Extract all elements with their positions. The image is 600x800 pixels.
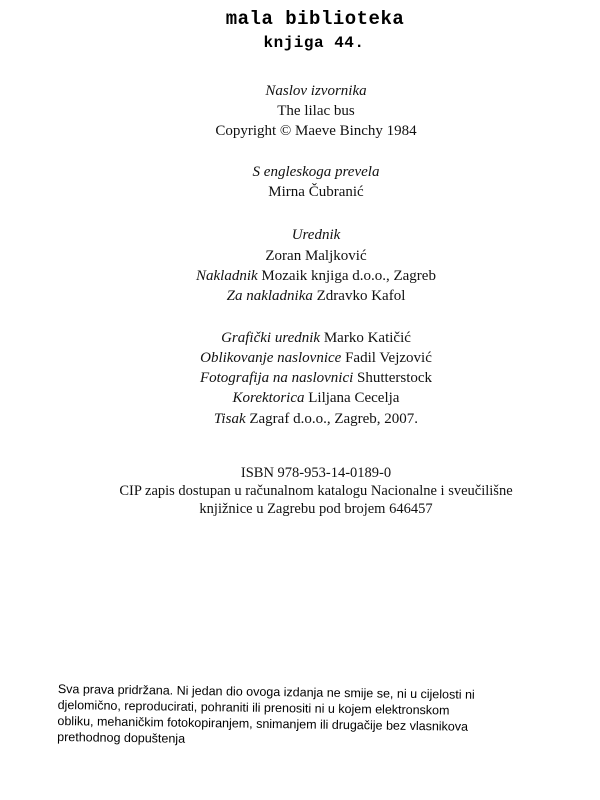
- graphic-editor-name: Marko Katičić: [323, 330, 411, 346]
- proofreader-line: [16, 389, 600, 407]
- series-title: mala biblioteka: [225, 8, 405, 30]
- for-publisher-line: [16, 287, 600, 305]
- cover-photo-source: Shutterstock: [357, 370, 433, 386]
- editor-label: Urednik: [291, 227, 341, 243]
- cip-line-2: knjižnice u Zagrebu pod brojem 646457: [199, 501, 433, 517]
- proofreader-label: Korektorica: [232, 390, 305, 406]
- rights-line-3: obliku, mehaničkim fotokopiranjem, snimanjem ili drugačije bez vlasnikova: [57, 713, 469, 734]
- for-publisher-label: Za nakladnika: [226, 288, 313, 304]
- cip-line-1: CIP zapis dostupan u računalnom katalogu Nacionalne i sveučilišne: [119, 483, 513, 499]
- editor-name: Zoran Maljković: [265, 248, 367, 264]
- translator-label: S engleskoga prevela: [252, 164, 380, 180]
- copyright-line: Copyright © Maeve Binchy 1984: [215, 123, 417, 139]
- graphic-editor-label: Grafički urednik: [221, 330, 321, 346]
- print-value: Zagraf d.o.o., Zagreb, 2007.: [249, 411, 419, 427]
- publisher-name: Mozaik knjiga d.o.o., Zagreb: [261, 268, 436, 284]
- cover-design-label: Oblikovanje naslovnice: [200, 350, 342, 366]
- cover-design-line: [16, 349, 600, 367]
- publisher-line: [16, 267, 600, 285]
- original-title: The lilac bus: [277, 103, 355, 119]
- cover-design-name: Fadil Vejzović: [345, 350, 432, 366]
- series-book-number: knjiga 44.: [263, 34, 365, 52]
- cover-photo-line: [16, 369, 600, 387]
- print-line: [16, 410, 600, 428]
- rights-line-4: prethodnog dopuštenja: [57, 729, 186, 746]
- print-label: Tisak: [213, 411, 246, 427]
- isbn: ISBN 978-953-14-0189-0: [240, 465, 392, 481]
- original-title-label: Naslov izvornika: [265, 83, 367, 99]
- graphic-editor-line: [16, 329, 600, 347]
- rights-line-1: Sva prava pridržana. Ni jedan dio ovoga izdanja ne smije se, ni u cijelosti ni: [57, 681, 475, 702]
- translator-name: Mirna Čubranić: [268, 184, 364, 200]
- publisher-label: Nakladnik: [196, 268, 258, 284]
- rights-line-2: djelomično, reproducirati, pohraniti ili prenositi ni u kojem elektronskom: [57, 697, 450, 718]
- for-publisher-name: Zdravko Kafol: [316, 288, 406, 304]
- rights-notice: [57, 681, 582, 752]
- proofreader-name: Liljana Cecelja: [308, 390, 400, 406]
- cover-photo-label: Fotografija na naslovnici: [199, 370, 354, 386]
